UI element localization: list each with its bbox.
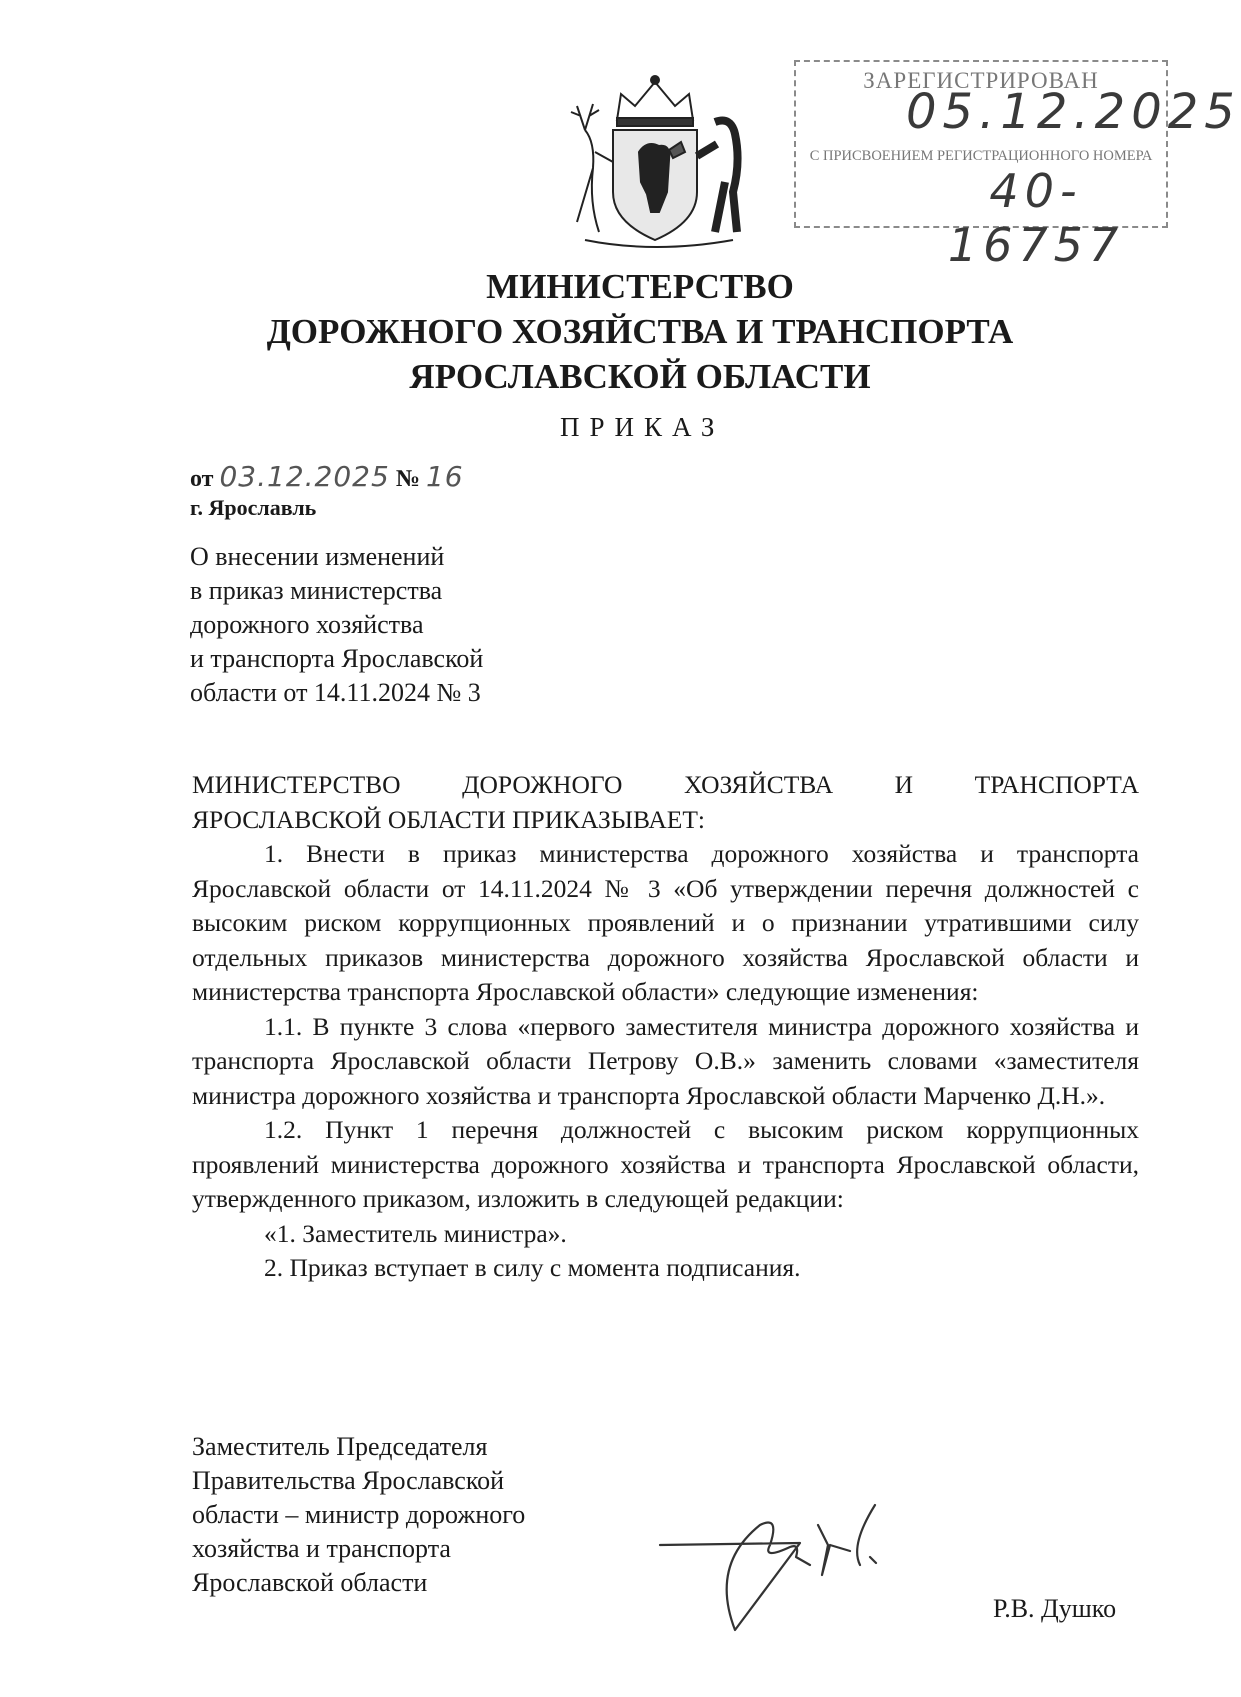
subject-line: дорожного хозяйства [190,610,424,639]
signer-name: Р.В. Душко [993,1594,1117,1623]
order-date-line [190,460,464,493]
stamp-registration-number: 40-16757 [947,164,1125,272]
paragraph-1-1: 1.1. В пункте 3 слова «первого заместителя министра дорожного хозяйства и транспорта Ярославской области Петрову О.В.» заменить словами «заместителя министра дорожного хозяйства и транспорта Ярославской области Марченко Д.Н.». [192,1011,1139,1110]
number-label: № [395,466,420,492]
order-date: 03.12.2025 [219,460,390,493]
order-number: 16 [425,460,464,493]
subject-line: в приказ министерства [190,576,443,605]
subject-line: и транспорта Ярославской [190,644,484,673]
handwritten-signature [650,1485,950,1635]
ministry-header [200,264,1080,399]
from-label: от [190,466,214,492]
subject-line: области от 14.11.2024 № 3 [190,678,481,707]
paragraph-1: 1. Внести в приказ министерства дорожного хозяйства и транспорта Ярославской области от 14.11.2024 № 3 «Об утверждении перечня должностей с высоким риском коррупционных проявлений и о признании утратившими силу отдельных приказов министерства дорожного хозяйства Ярославской области и министерства транспорта Ярославской области» следующие изменения: [192,839,1139,1006]
document-type: ПРИКАЗ [560,412,725,442]
signatory-title [192,1430,525,1600]
paragraph-1-2: 1.2. Пункт 1 перечня должностей с высоким риском коррупционных проявлений министерства дорожного хозяйства и транспорта Ярославской области, утвержденного приказом, изложить в следующей редакции: [192,1115,1139,1213]
signatory-title-line: Заместитель Председателя [192,1432,488,1461]
preamble-line: МИНИСТЕРСТВО ДОРОЖНОГО ХОЗЯЙСТВА И ТРАНСПОРТА [192,770,1139,799]
subject-line: О внесении изменений [190,542,445,571]
stamp-subtitle: С ПРИСВОЕНИЕМ РЕГИСТРАЦИОННОГО НОМЕРА [809,148,1153,164]
order-subject [190,540,550,710]
preamble-line: ЯРОСЛАВСКОЙ ОБЛАСТИ ПРИКАЗЫВАЕТ: [192,804,706,834]
signatory-title-line: хозяйства и транспорта [192,1534,451,1563]
stamp-date: 05.12.2025 [906,84,1241,140]
signatory-title-line: области – министр дорожного [192,1500,526,1529]
city: г. Ярославль [190,495,317,520]
paragraph-2: 2. Приказ вступает в силу с момента подписания. [264,1253,801,1282]
ministry-header-line: МИНИСТЕРСТВО [486,267,794,306]
coat-of-arms-emblem [555,72,755,252]
order-body [192,768,1139,1286]
signatory-title-line: Правительства Ярославской [192,1466,505,1495]
ministry-header-line: ДОРОЖНОГО ХОЗЯЙСТВА И ТРАНСПОРТА [266,312,1014,351]
stamp-title: ЗАРЕГИСТРИРОВАН [863,68,1099,93]
signatory-title-line: Ярославской области [192,1568,428,1597]
registration-stamp [794,60,1241,272]
ministry-header-line: ЯРОСЛАВСКОЙ ОБЛАСТИ [409,357,871,396]
paragraph-1-2-quote: «1. Заместитель министра». [264,1218,567,1248]
